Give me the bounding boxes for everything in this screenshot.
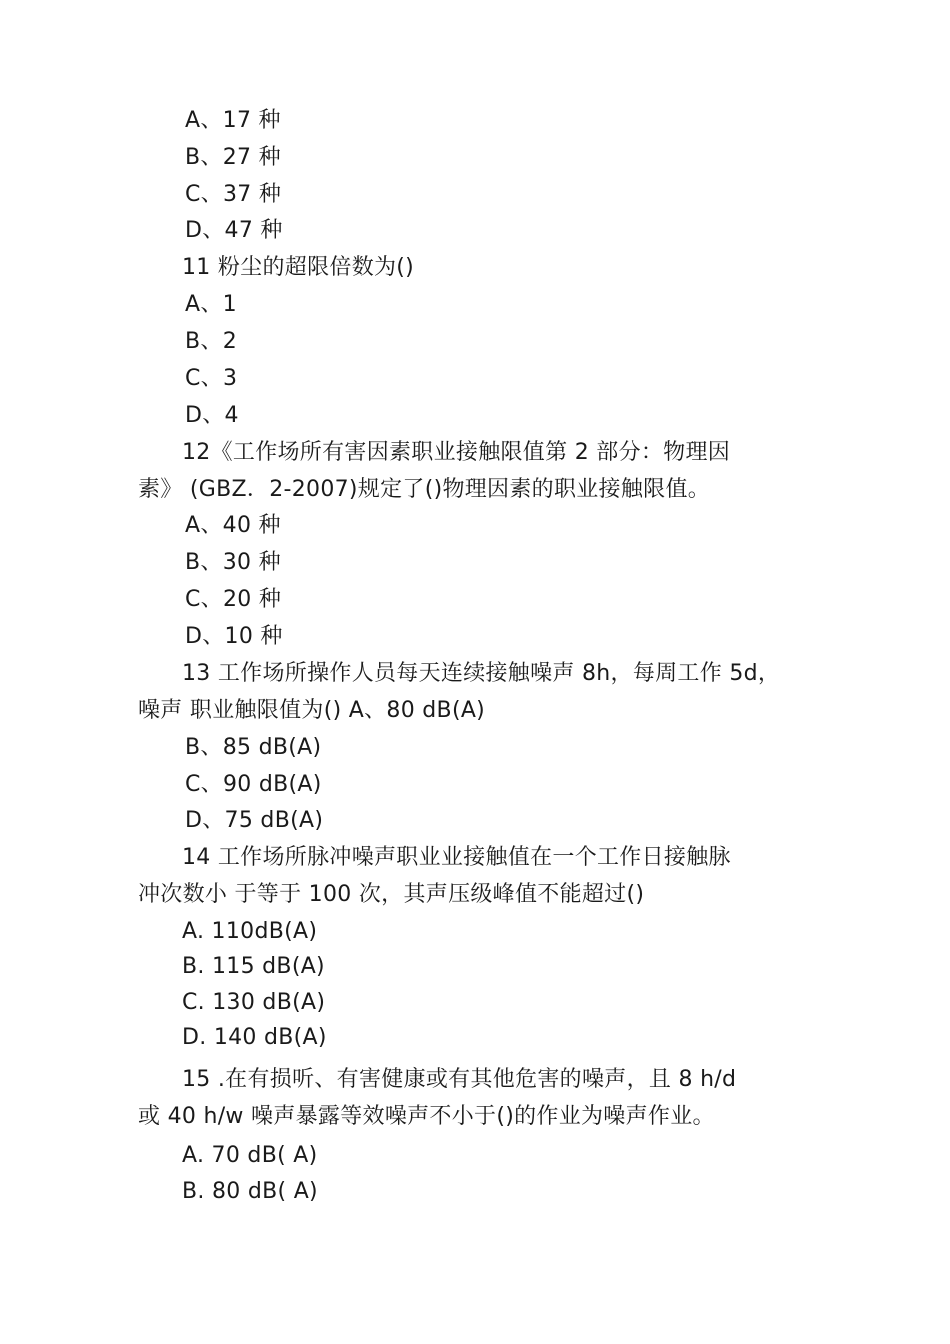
question-12-line1: 12《工作场所有害因素职业接触限值第 2 部分：物理因 — [182, 440, 731, 465]
question-13-line2: 噪声 职业触限值为() A、80 dB(A) — [138, 698, 486, 723]
option-b-q14: B. 115 dB(A) — [182, 954, 325, 979]
option-c-q12: C、20 种 — [185, 587, 282, 612]
option-d-q14: D. 140 dB(A) — [182, 1025, 327, 1050]
option-c-q11: C、3 — [185, 366, 238, 391]
question-13-line1: 13 工作场所操作人员每天连续接触噪声 8h，每周工作 5d， — [182, 661, 781, 686]
option-b-q10: B、27 种 — [185, 145, 281, 170]
option-b-q12: B、30 种 — [185, 550, 281, 575]
question-11: 11 粉尘的超限倍数为() — [182, 255, 415, 280]
option-b-q11: B、2 — [185, 329, 237, 354]
option-a-q15: A. 70 dB( A) — [182, 1143, 318, 1168]
option-d-q13: D、75 dB(A) — [185, 808, 324, 833]
option-c-q10: C、37 种 — [185, 182, 282, 207]
option-c-q13: C、90 dB(A) — [185, 772, 322, 797]
option-a-q10: A、17 种 — [185, 108, 281, 133]
option-a-q12: A、40 种 — [185, 513, 281, 538]
option-d-q12: D、10 种 — [185, 624, 283, 649]
option-a-q11: A、1 — [185, 292, 237, 317]
question-12-line2: 素》 (GBZ．2-2007)规定了()物理因素的职业接触限值。 — [138, 477, 711, 502]
option-b-q15: B. 80 dB( A) — [182, 1179, 318, 1204]
option-a-q14: A. 110dB(A) — [182, 919, 318, 944]
question-15-line2: 或 40 h/w 噪声暴露等效噪声不小于()的作业为噪声作业。 — [138, 1104, 715, 1129]
option-d-q10: D、47 种 — [185, 218, 283, 243]
question-15-line1: 15 .在有损听、有害健康或有其他危害的噪声，且 8 h/d — [182, 1067, 737, 1092]
option-b-q13: B、85 dB(A) — [185, 735, 322, 760]
question-14-line1: 14 工作场所脉冲噪声职业业接触值在一个工作日接触脉 — [182, 845, 731, 870]
option-c-q14: C. 130 dB(A) — [182, 990, 326, 1015]
option-d-q11: D、4 — [185, 403, 239, 428]
question-14-line2: 冲次数小 于等于 100 次，其声压级峰值不能超过() — [138, 882, 645, 907]
